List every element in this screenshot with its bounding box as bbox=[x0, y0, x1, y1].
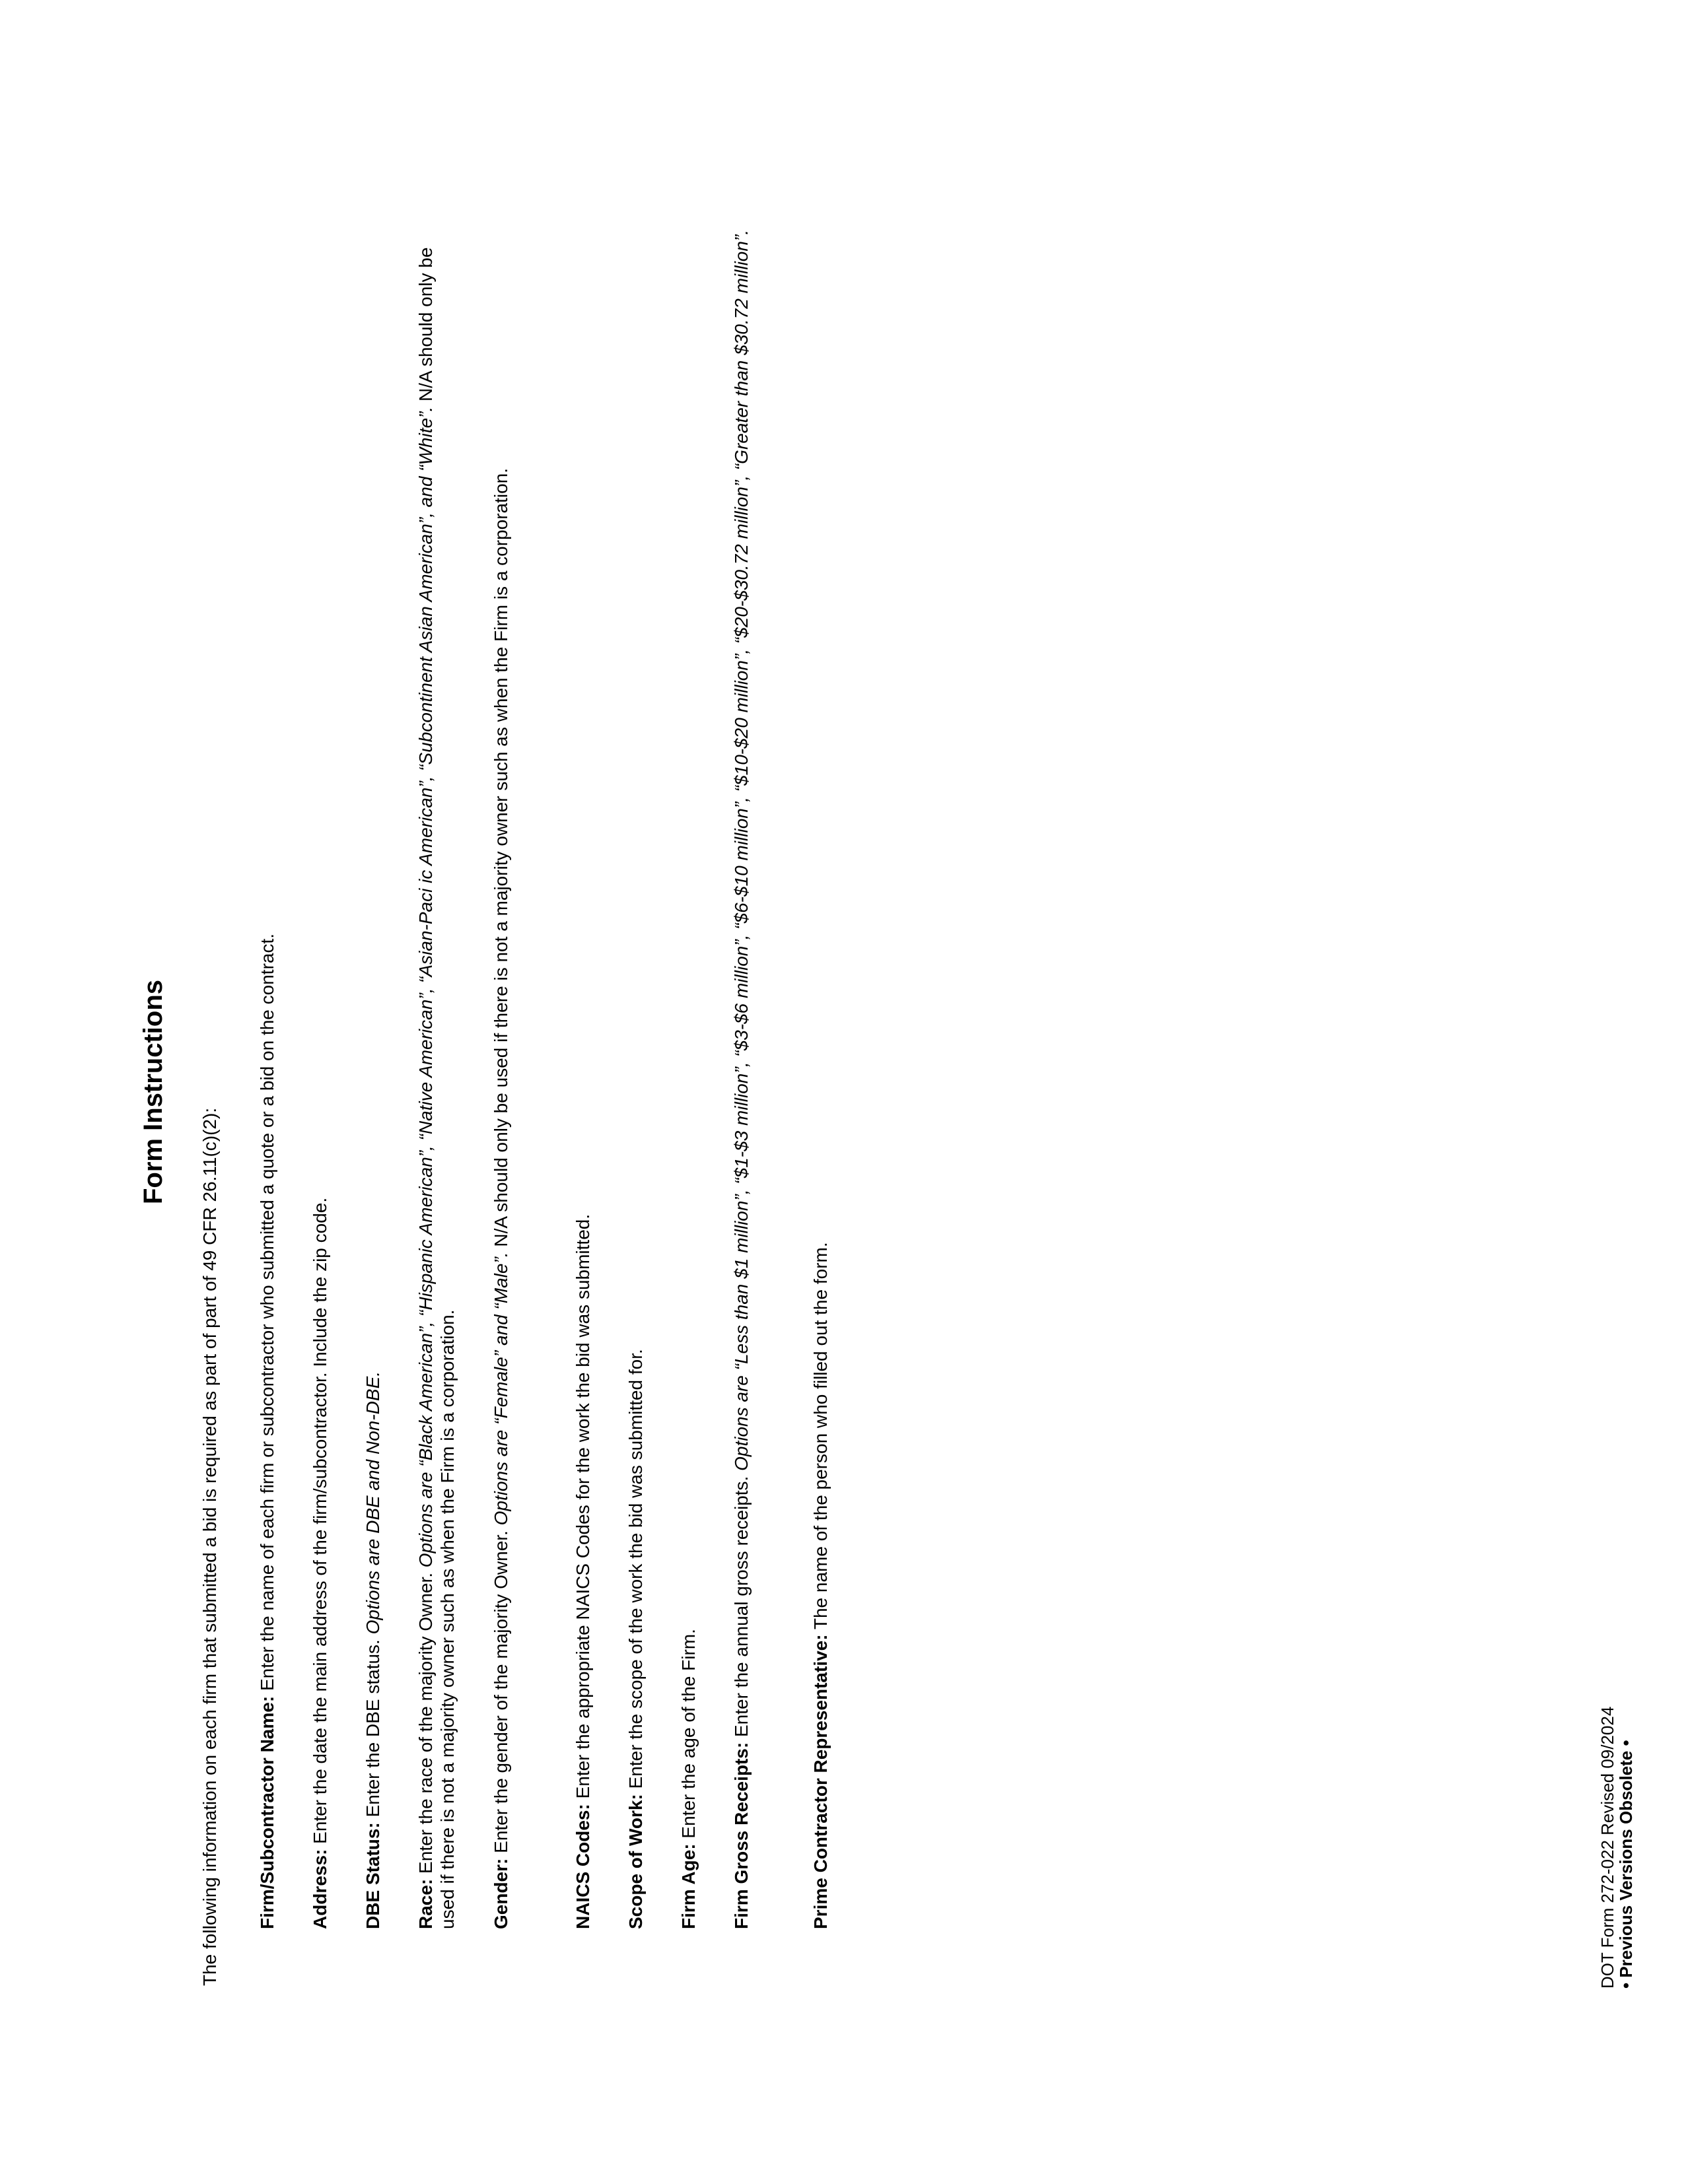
field-text: Enter the appropriate NAICS Codes for the work the bid was submitted. bbox=[573, 1213, 593, 1799]
field-firm-subcontractor-name bbox=[256, 213, 278, 1929]
field-text: Enter the date the main address of the firm/subcontractor. Include the zip code. bbox=[310, 1197, 330, 1844]
field-prime-contractor-representative bbox=[810, 213, 831, 1929]
field-options: Options are DBE and Non-DBE. bbox=[363, 1371, 383, 1635]
field-label: Firm Age: bbox=[678, 1843, 699, 1929]
field-text: The name of the person who filled out the form. bbox=[810, 1242, 831, 1630]
page-title: Form Instructions bbox=[139, 979, 168, 1205]
field-text: Enter the age of the Firm. bbox=[678, 1629, 699, 1839]
field-text: Enter the DBE status. bbox=[363, 1639, 383, 1818]
obsolete-notice: • Previous Versions Obsolete • bbox=[1616, 1740, 1636, 1989]
field-race bbox=[415, 213, 458, 1929]
field-options: Options are “Female” and “Male”. bbox=[491, 1252, 511, 1526]
field-label: Race: bbox=[415, 1878, 436, 1929]
field-firm-age bbox=[678, 213, 699, 1929]
field-firm-gross-receipts bbox=[730, 213, 752, 1929]
field-options: Options are “Black American”, “Hispanic American”, “Native American”, “Asian-Paci ic American”, “Subcontinent Asian American”, and “White”. bbox=[415, 406, 436, 1568]
field-address bbox=[309, 213, 331, 1929]
field-label: DBE Status: bbox=[363, 1822, 383, 1929]
field-label: Firm/Subcontractor Name: bbox=[257, 1695, 277, 1929]
field-label: Gender: bbox=[491, 1858, 511, 1929]
field-dbe-status bbox=[362, 213, 384, 1929]
intro-text: The following information on each firm that submitted a bid is required as part of part of 49 CFR 26.11(c)(2): bbox=[199, 1107, 220, 1986]
field-naics-codes bbox=[572, 213, 594, 1929]
field-note: N/A should only be used if there is not a majority owner such as when the Firm is a corporation. bbox=[491, 467, 511, 1247]
field-gender bbox=[490, 213, 512, 1929]
field-label: Firm Gross Receipts: bbox=[731, 1742, 752, 1929]
field-label: Prime Contractor Representative: bbox=[810, 1634, 831, 1929]
field-text: Enter the annual gross receipts. bbox=[731, 1476, 752, 1738]
field-scope-of-work bbox=[625, 213, 647, 1929]
field-label: NAICS Codes: bbox=[573, 1804, 593, 1929]
field-text: Enter the gender of the majority Owner. bbox=[491, 1530, 511, 1853]
field-options: Options are “Less than $1 million”, “$1-$3 million”, “$3-$6 million”, “$6-$10 million”, “$10-$20 million”, “$20-$30.72 million”, “Greater than $30.72 million”. bbox=[731, 229, 752, 1471]
form-number: DOT Form 272-022 Revised 09/2024 bbox=[1598, 1706, 1617, 1989]
field-label: Scope of Work: bbox=[625, 1794, 646, 1929]
field-note: N/A should only be used if there is not a majority owner such as when the Firm is a corporation. bbox=[415, 247, 458, 1929]
field-text: Enter the scope of the work the bid was submitted for. bbox=[625, 1349, 646, 1789]
form-footer bbox=[1598, 1707, 1635, 1989]
field-text: Enter the name of each firm or subcontractor who submitted a quote or a bid on the contract. bbox=[257, 933, 277, 1691]
field-text: Enter the race of the majority Owner. bbox=[415, 1572, 436, 1874]
field-label: Address: bbox=[310, 1849, 330, 1929]
